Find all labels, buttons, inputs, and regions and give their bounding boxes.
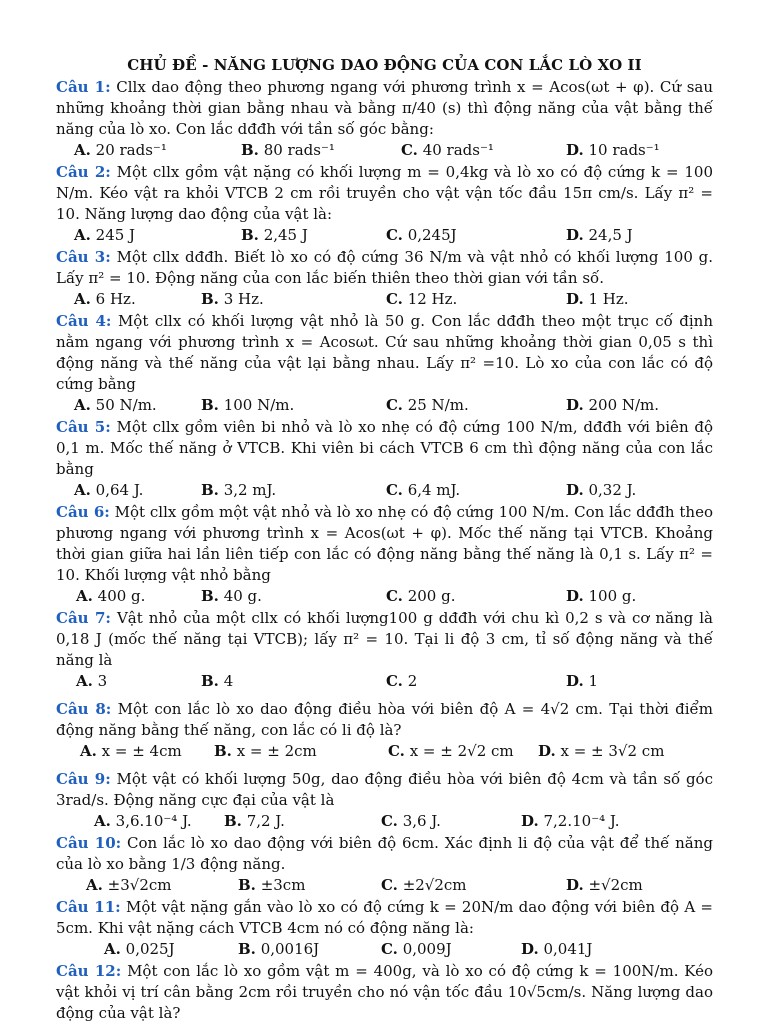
option-a bbox=[74, 289, 136, 310]
option-text: 40 rads⁻¹ bbox=[422, 141, 494, 159]
option-text: 0,009J bbox=[402, 940, 452, 958]
option-letter: C. bbox=[381, 876, 398, 894]
question-5 bbox=[56, 417, 713, 480]
option-letter: D. bbox=[566, 141, 584, 159]
option-text: 200 g. bbox=[407, 587, 456, 605]
option-text: 80 rads⁻¹ bbox=[263, 141, 335, 159]
option-text: 4 bbox=[223, 672, 234, 690]
option-text: 3,6.10⁻⁴ J. bbox=[115, 812, 192, 830]
option-c bbox=[388, 741, 514, 762]
option-c bbox=[381, 811, 441, 832]
option-text: 3,2 mJ. bbox=[223, 481, 277, 499]
option-text: 100 g. bbox=[588, 587, 637, 605]
option-text: 1 bbox=[588, 672, 599, 690]
option-a bbox=[76, 586, 145, 607]
option-d bbox=[566, 875, 643, 896]
option-letter: B. bbox=[201, 587, 219, 605]
option-text: 6,4 mJ. bbox=[407, 481, 461, 499]
option-letter: A. bbox=[74, 141, 91, 159]
option-d bbox=[566, 225, 633, 246]
answer-options bbox=[56, 586, 713, 607]
option-d bbox=[521, 939, 592, 960]
option-text: 2 bbox=[407, 672, 418, 690]
option-text: 100 N/m. bbox=[223, 396, 295, 414]
option-d bbox=[566, 671, 598, 692]
question-6 bbox=[56, 502, 713, 586]
option-d bbox=[538, 741, 664, 762]
option-text: 3 bbox=[97, 672, 108, 690]
option-letter: D. bbox=[538, 742, 556, 760]
option-text: 12 Hz. bbox=[407, 290, 458, 308]
option-a bbox=[74, 225, 135, 246]
option-letter: A. bbox=[104, 940, 121, 958]
option-letter: B. bbox=[238, 876, 256, 894]
question-text: Một vật có khối lượng 50g, dao động điều hòa với biên độ 4cm và tần số góc 3rad/s. Động năng cực đại của vật là bbox=[56, 770, 713, 809]
option-c bbox=[386, 480, 460, 501]
option-letter: D. bbox=[566, 290, 584, 308]
option-letter: C. bbox=[381, 940, 398, 958]
option-text: ±√2cm bbox=[588, 876, 643, 894]
option-letter: B. bbox=[201, 290, 219, 308]
answer-options bbox=[56, 741, 713, 762]
question-number: Câu 2: bbox=[56, 163, 111, 181]
question-11 bbox=[56, 897, 713, 939]
option-a bbox=[74, 140, 167, 161]
option-b bbox=[201, 395, 294, 416]
option-letter: B. bbox=[201, 481, 219, 499]
question-number: Câu 6: bbox=[56, 503, 110, 521]
option-letter: C. bbox=[386, 587, 403, 605]
option-letter: A. bbox=[76, 587, 93, 605]
question-text: Một con lắc lò xo gồm vật m = 400g, và lò xo có độ cứng k = 100N/m. Kéo vật khỏi vị trí cân bằng 2cm rồi truyền cho nó vận tốc đầu 10√5cm/s. Năng lượng dao động của vật là? bbox=[56, 962, 713, 1022]
option-letter: A. bbox=[74, 396, 91, 414]
option-c bbox=[386, 395, 469, 416]
option-c bbox=[386, 225, 457, 246]
option-text: 3,6 J. bbox=[402, 812, 441, 830]
option-a bbox=[94, 811, 192, 832]
answer-options bbox=[56, 140, 713, 161]
option-c bbox=[381, 875, 467, 896]
option-b bbox=[238, 939, 319, 960]
question-text: Một cllx gồm vật nặng có khối lượng m = 0,4kg và lò xo có độ cứng k = 100 N/m. Kéo vật ra khỏi VTCB 2 cm rồi truyền cho vật vận tốc đầu 15π cm/s. Lấy π² = 10. Năng lượng dao động của vật là: bbox=[56, 163, 713, 223]
option-text: 20 rads⁻¹ bbox=[95, 141, 167, 159]
option-a bbox=[86, 875, 172, 896]
option-letter: C. bbox=[401, 141, 418, 159]
option-letter: A. bbox=[80, 742, 97, 760]
option-text: x = ± 3√2 cm bbox=[560, 742, 665, 760]
question-number: Câu 5: bbox=[56, 418, 111, 436]
option-letter: C. bbox=[386, 226, 403, 244]
option-text: ±3cm bbox=[260, 876, 306, 894]
question-number: Câu 3: bbox=[56, 248, 111, 266]
option-letter: A. bbox=[76, 672, 93, 690]
page-title: CHỦ ĐỀ - NĂNG LƯỢNG DAO ĐỘNG CỦA CON LẮC LÒ XO II bbox=[127, 56, 642, 74]
option-b bbox=[241, 140, 335, 161]
option-text: 400 g. bbox=[97, 587, 146, 605]
option-text: 2,45 J bbox=[263, 226, 308, 244]
question-number: Câu 12: bbox=[56, 962, 122, 980]
answer-options bbox=[56, 671, 713, 692]
question-number: Câu 8: bbox=[56, 700, 112, 718]
question-number: Câu 10: bbox=[56, 834, 122, 852]
question-3 bbox=[56, 247, 713, 289]
option-letter: D. bbox=[521, 812, 539, 830]
option-letter: A. bbox=[74, 290, 91, 308]
option-c bbox=[386, 586, 455, 607]
option-text: 24,5 J bbox=[588, 226, 633, 244]
option-a bbox=[80, 741, 182, 762]
question-text: Một cllx có khối lượng vật nhỏ là 50 g. Con lắc dđđh theo một trục cố định nằm ngang với phương trình x = Acosωt. Cứ sau những khoảng thời gian 0,05 s thì động năng và thế năng của vật lại bằng nhau. Lấy π² =10. Lò xo của con lắc có độ cứng bằng bbox=[56, 312, 713, 393]
question-number: Câu 4: bbox=[56, 312, 112, 330]
option-text: 0,0016J bbox=[260, 940, 320, 958]
option-letter: C. bbox=[386, 481, 403, 499]
question-number: Câu 11: bbox=[56, 898, 121, 916]
option-letter: C. bbox=[388, 742, 405, 760]
option-a bbox=[104, 939, 175, 960]
option-letter: C. bbox=[386, 672, 403, 690]
question-2 bbox=[56, 162, 713, 225]
option-letter: C. bbox=[381, 812, 398, 830]
option-letter: D. bbox=[566, 587, 584, 605]
option-text: 7,2 J. bbox=[246, 812, 285, 830]
option-letter: B. bbox=[224, 812, 242, 830]
question-text: Con lắc lò xo dao động với biên độ 6cm. Xác định li độ của vật để thế năng của lò xo bằng 1/3 động năng. bbox=[56, 834, 713, 873]
option-text: ±2√2cm bbox=[402, 876, 467, 894]
question-list bbox=[56, 77, 713, 1024]
option-d bbox=[566, 289, 629, 310]
option-text: ±3√2cm bbox=[107, 876, 172, 894]
answer-options bbox=[56, 480, 713, 501]
option-b bbox=[201, 289, 264, 310]
option-b bbox=[201, 671, 233, 692]
option-letter: B. bbox=[214, 742, 232, 760]
question-text: Một con lắc lò xo dao động điều hòa với biên độ A = 4√2 cm. Tại thời điểm động năng bằng thế năng, con lắc có li độ là? bbox=[56, 700, 713, 739]
option-c bbox=[386, 671, 417, 692]
option-d bbox=[566, 140, 660, 161]
question-9 bbox=[56, 769, 713, 811]
option-text: 0,245J bbox=[407, 226, 457, 244]
option-b bbox=[224, 811, 285, 832]
option-d bbox=[566, 395, 659, 416]
option-b bbox=[214, 741, 317, 762]
option-b bbox=[201, 586, 262, 607]
question-12 bbox=[56, 961, 713, 1024]
option-a bbox=[76, 671, 107, 692]
option-text: 0,32 J. bbox=[588, 481, 637, 499]
option-letter: C. bbox=[386, 396, 403, 414]
option-text: 3 Hz. bbox=[223, 290, 264, 308]
option-letter: A. bbox=[86, 876, 103, 894]
question-number: Câu 9: bbox=[56, 770, 111, 788]
option-letter: D. bbox=[566, 876, 584, 894]
option-text: 245 J bbox=[95, 226, 136, 244]
option-letter: B. bbox=[241, 141, 259, 159]
option-letter: B. bbox=[201, 396, 219, 414]
option-text: 6 Hz. bbox=[95, 290, 136, 308]
option-letter: D. bbox=[521, 940, 539, 958]
question-number: Câu 7: bbox=[56, 609, 111, 627]
option-c bbox=[401, 140, 494, 161]
option-a bbox=[74, 395, 157, 416]
option-letter: A. bbox=[94, 812, 111, 830]
option-b bbox=[201, 480, 276, 501]
option-text: 7,2.10⁻⁴ J. bbox=[543, 812, 620, 830]
option-text: 25 N/m. bbox=[407, 396, 469, 414]
option-text: x = ± 2√2 cm bbox=[409, 742, 514, 760]
option-letter: C. bbox=[386, 290, 403, 308]
option-text: 0,64 J. bbox=[95, 481, 144, 499]
option-d bbox=[566, 586, 636, 607]
option-text: 0,041J bbox=[543, 940, 593, 958]
option-letter: B. bbox=[241, 226, 259, 244]
answer-options bbox=[56, 225, 713, 246]
option-text: 40 g. bbox=[223, 587, 262, 605]
option-text: x = ± 4cm bbox=[101, 742, 182, 760]
option-c bbox=[386, 289, 457, 310]
option-d bbox=[566, 480, 636, 501]
option-a bbox=[74, 480, 143, 501]
question-text: Một vật nặng gắn vào lò xo có độ cứng k = 20N/m dao động với biên độ A = 5cm. Khi vật nặng cách VTCB 4cm nó có động năng là: bbox=[56, 898, 713, 937]
option-letter: D. bbox=[566, 226, 584, 244]
option-text: 10 rads⁻¹ bbox=[588, 141, 660, 159]
question-7 bbox=[56, 608, 713, 671]
option-d bbox=[521, 811, 620, 832]
option-text: 50 N/m. bbox=[95, 396, 157, 414]
question-10 bbox=[56, 833, 713, 875]
question-text: Vật nhỏ của một cllx có khối lượng100 g dđđh với chu kì 0,2 s và cơ năng là 0,18 J (mốc thế năng tại VTCB); lấy π² = 10. Tại li độ 3 cm, tỉ số động năng và thế năng là bbox=[56, 609, 713, 669]
question-number: Câu 1: bbox=[56, 78, 111, 96]
answer-options bbox=[56, 811, 713, 832]
option-b bbox=[238, 875, 305, 896]
question-4 bbox=[56, 311, 713, 395]
option-letter: B. bbox=[201, 672, 219, 690]
question-text: Cllx dao động theo phương ngang với phương trình x = Acos(ωt + φ). Cứ sau những khoảng thời gian bằng nhau và bằng π/40 (s) thì động năng của vật bằng thế năng của lò xo. Con lắc dđđh với tần số góc bằng: bbox=[56, 78, 714, 138]
question-8 bbox=[56, 699, 713, 741]
option-text: 0,025J bbox=[125, 940, 175, 958]
option-c bbox=[381, 939, 452, 960]
option-text: 200 N/m. bbox=[588, 396, 660, 414]
option-letter: D. bbox=[566, 396, 584, 414]
answer-options bbox=[56, 939, 713, 960]
answer-options bbox=[56, 289, 713, 310]
option-text: 1 Hz. bbox=[588, 290, 629, 308]
question-text: Một cllx dđđh. Biết lò xo có độ cứng 36 N/m và vật nhỏ có khối lượng 100 g. Lấy π² = 10. Động năng của con lắc biến thiên theo thời gian với tần số. bbox=[56, 248, 714, 287]
option-letter: D. bbox=[566, 672, 584, 690]
question-text: Một cllx gồm một vật nhỏ và lò xo nhẹ có độ cứng 100 N/m. Con lắc dđđh theo phương ngang với phương trình x = Acos(ωt + φ). Mốc thế năng tại VTCB. Khoảng thời gian giữa hai lần liên tiếp con lắc có động năng bằng thế năng là 0,1 s. Lấy π² = 10. Khối lượng vật nhỏ bằng bbox=[56, 503, 713, 584]
option-b bbox=[241, 225, 308, 246]
answer-options bbox=[56, 875, 713, 896]
question-1 bbox=[56, 77, 713, 140]
option-letter: A. bbox=[74, 226, 91, 244]
option-letter: A. bbox=[74, 481, 91, 499]
option-letter: D. bbox=[566, 481, 584, 499]
option-text: x = ± 2cm bbox=[236, 742, 317, 760]
option-letter: B. bbox=[238, 940, 256, 958]
question-text: Một cllx gồm viên bi nhỏ và lò xo nhẹ có độ cứng 100 N/m, dđđh với biên độ 0,1 m. Mốc thế năng ở VTCB. Khi viên bi cách VTCB 6 cm thì động năng của con lắc bằng bbox=[56, 418, 713, 478]
answer-options bbox=[56, 395, 713, 416]
